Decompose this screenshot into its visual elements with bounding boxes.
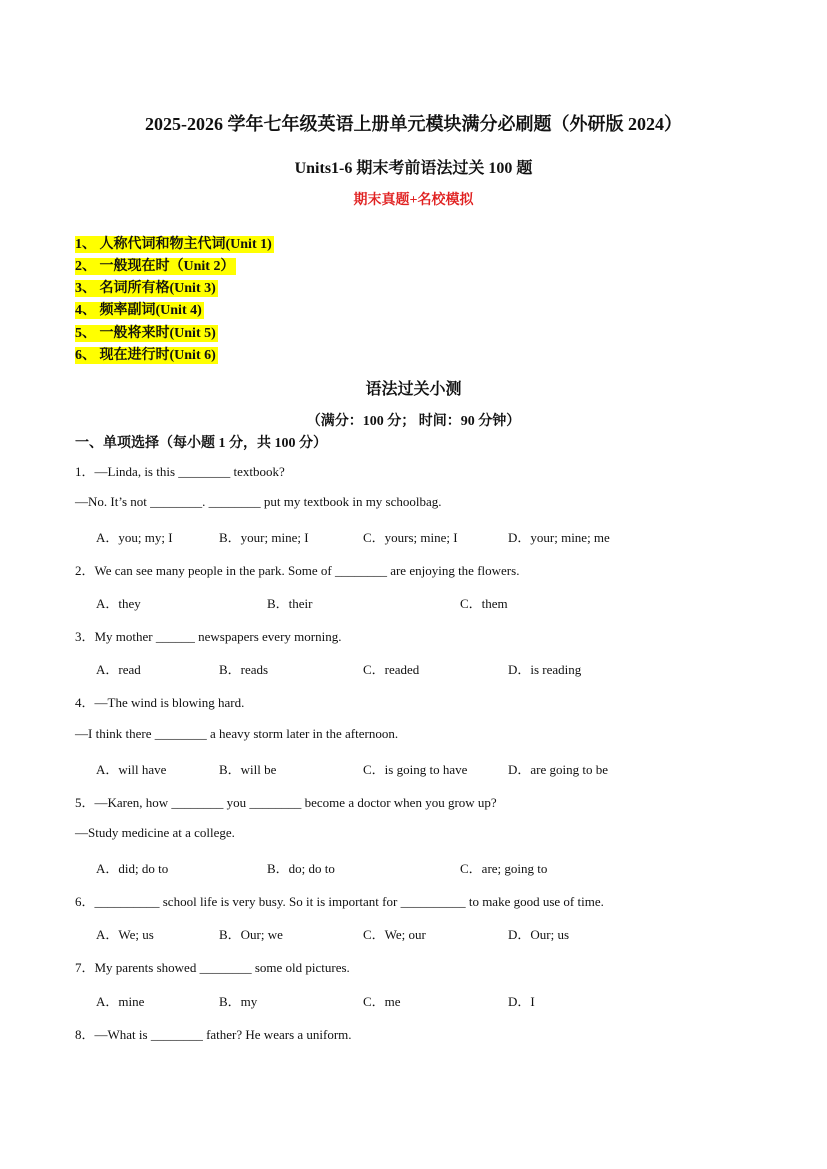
option-d: D．your; mine; me [508, 530, 610, 545]
toc-item: 6、 现在进行时(Unit 6) [75, 348, 216, 363]
option-d: D．are going to be [508, 762, 609, 777]
question-stem: 6．__________ school life is very busy. So it is important for __________ to make good use of time. [75, 894, 604, 909]
option-b: B．will be [219, 762, 277, 777]
option-c: C．me [363, 994, 401, 1009]
option-a: A．We; us [96, 927, 154, 942]
question-stem: —I think there ________ a heavy storm later in the afternoon. [75, 726, 399, 741]
document-subtitle: Units1-6 期末考前语法过关 100 题 [294, 160, 533, 177]
question-stem: 2．We can see many people in the park. Some of ________ are enjoying the flowers. [75, 563, 520, 578]
option-d: D．I [508, 994, 535, 1009]
option-b: B．your; mine; I [219, 530, 309, 545]
option-c: C．We; our [363, 927, 426, 942]
question-stem: 8．—What is ________ father? He wears a uniform. [75, 1027, 352, 1042]
question-stem: 3．My mother ______ newspapers every morning. [75, 629, 342, 644]
option-a: A．will have [96, 762, 167, 777]
question-stem: 7．My parents showed ________ some old pictures. [75, 960, 350, 975]
question-stem: —Study medicine at a college. [75, 825, 235, 840]
option-a: A．did; do to [96, 861, 169, 876]
option-b: B．their [267, 596, 313, 611]
document-title: 2025-2026 学年七年级英语上册单元模块满分必刷题（外研版 2024） [145, 114, 682, 134]
document-tag: 期末真题+名校模拟 [353, 193, 474, 208]
quiz-meta: （满分：100 分； 时间：90 分钟） [306, 414, 521, 429]
option-a: A．mine [96, 994, 145, 1009]
toc-item: 2、 一般现在时（Unit 2） [75, 259, 235, 274]
option-a: A．read [96, 662, 141, 677]
option-b: B．reads [219, 662, 269, 677]
option-b: B．Our; we [219, 927, 283, 942]
question-stem: 5．—Karen, how ________ you ________ become a doctor when you grow up? [75, 795, 497, 810]
option-a: A．you; my; I [96, 530, 173, 545]
question-stem: 1．—Linda, is this ________ textbook? [75, 464, 285, 479]
question-stem: —No. It’s not ________. ________ put my textbook in my schoolbag. [75, 494, 442, 509]
option-b: B．my [219, 994, 258, 1009]
section-heading: 一、单项选择（每小题 1 分，共 100 分） [75, 436, 327, 451]
option-a: A．they [96, 596, 141, 611]
option-c: C．readed [363, 662, 420, 677]
option-c: C．them [460, 596, 508, 611]
quiz-title: 语法过关小测 [365, 381, 462, 398]
option-d: D．is reading [508, 662, 582, 677]
option-c: C．is going to have [363, 762, 468, 777]
option-d: D．Our; us [508, 927, 570, 942]
toc-item: 1、 人称代词和物主代词(Unit 1) [75, 237, 272, 252]
toc-item: 5、 一般将来时(Unit 5) [75, 326, 216, 341]
option-c: C．yours; mine; I [363, 530, 458, 545]
question-stem: 4．—The wind is blowing hard. [75, 695, 245, 710]
option-b: B．do; do to [267, 861, 335, 876]
option-c: C．are; going to [460, 861, 548, 876]
toc-item: 3、 名词所有格(Unit 3) [75, 281, 216, 296]
toc-item: 4、 频率副词(Unit 4) [75, 303, 202, 318]
